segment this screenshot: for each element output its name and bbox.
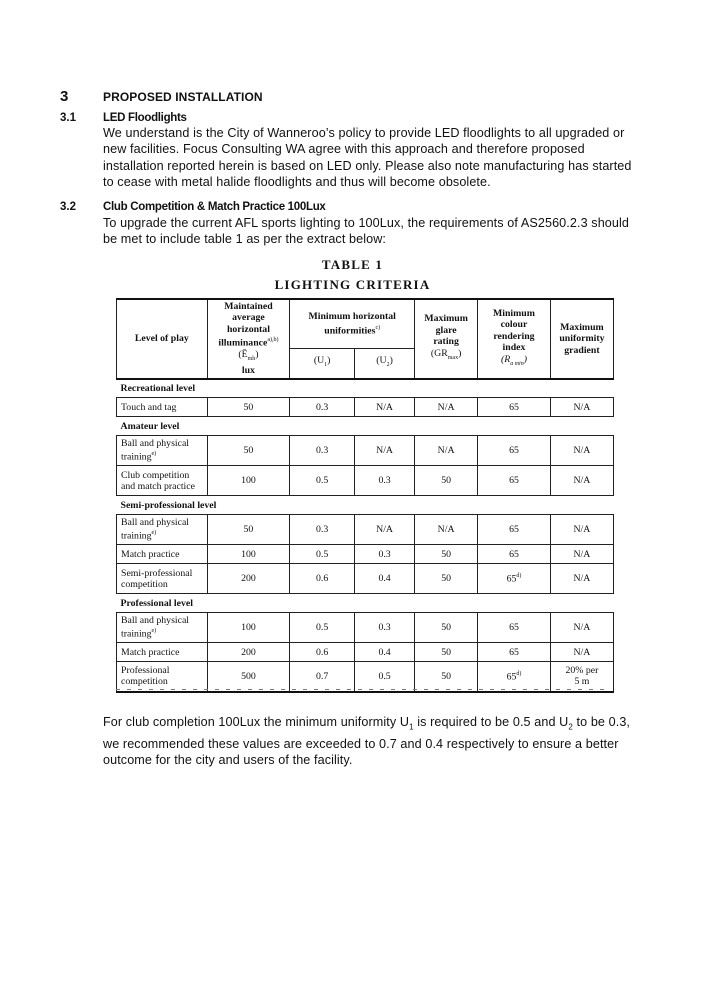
cell-e: 200 xyxy=(207,643,290,662)
paragraph-led-floodlights xyxy=(103,125,632,191)
cell-level: Professional competition xyxy=(117,662,208,692)
paragraph-line: new facilities. Focus Consulting WA agree with this approach and therefore proposed xyxy=(103,142,585,157)
paragraph-line: We understand is the City of Wanneroo’s policy to provide LED floodlights to all upgraded or xyxy=(103,126,625,140)
cell-ra: 65 xyxy=(478,545,551,564)
cell-u2: N/A xyxy=(355,515,415,545)
cell-e: 100 xyxy=(207,545,290,564)
cell-u1: 0.3 xyxy=(290,436,355,466)
header-level-of-play: Level of play xyxy=(117,299,208,379)
header-glare-rating: Maximum glare rating $(GR_{max})$ xyxy=(415,299,478,379)
table-row xyxy=(117,643,614,662)
header-colour-rendering: Minimum colour rendering index $(R_{a min})$ xyxy=(478,299,551,379)
cell-e: 50 xyxy=(207,436,290,466)
table-title: LIGHTING CRITERIA xyxy=(274,277,431,292)
cell-gradient: N/A xyxy=(550,436,613,466)
cell-gr: 50 xyxy=(415,613,478,643)
paragraph-upgrade xyxy=(103,215,629,248)
cell-ra: 65$^{d)}$ xyxy=(478,564,551,594)
lighting-criteria-table xyxy=(116,298,614,693)
cell-gr: N/A xyxy=(415,515,478,545)
paragraph-line: For club completion 100Lux the minimum uniformity $U_1$ is required to be 0.5 and $U_2$ to be 0.3, xyxy=(103,715,631,732)
group-heading: Semi-professional level xyxy=(117,496,614,515)
cell-gradient: N/A xyxy=(550,545,613,564)
cell-gr: 50 xyxy=(415,643,478,662)
cell-e: 100 xyxy=(207,466,290,496)
cell-u2: 0.3 xyxy=(355,545,415,564)
cell-u1: 0.5 xyxy=(290,466,355,496)
subsection-title-led-floodlights: LED Floodlights xyxy=(103,112,187,124)
table-row xyxy=(117,613,614,643)
header-uniformities: Minimum horizontal uniformities$^{c)}$ xyxy=(290,299,415,349)
table-row xyxy=(117,545,614,564)
cell-gradient: N/A xyxy=(550,398,613,417)
table-row xyxy=(117,466,614,496)
subsection-number-3-1: 3.1 xyxy=(60,112,76,124)
subsection-number-3-2: 3.2 xyxy=(60,201,76,213)
cell-e: 500 xyxy=(207,662,290,692)
cell-ra: 65 xyxy=(478,515,551,545)
cell-ra: 65 xyxy=(478,613,551,643)
cell-u2: N/A xyxy=(355,398,415,417)
group-heading: Recreational level xyxy=(117,379,614,398)
cell-level: Ball and physical training$^{e)}$ xyxy=(117,613,208,643)
cell-e: 200 xyxy=(207,564,290,594)
table-caption: TABLE 1 xyxy=(321,257,384,272)
cell-gr: N/A xyxy=(415,398,478,417)
cell-u1: 0.3 xyxy=(290,398,355,417)
section-number: 3 xyxy=(60,88,69,105)
header-illuminance: Maintained average horizontal illuminance$^{a),b)}$ $(Ē_{mh})$ lux xyxy=(207,299,290,379)
subsection-title-club-competition: Club Competition & Match Practice 100Lux xyxy=(103,201,326,213)
cell-level: Match practice xyxy=(117,545,208,564)
cell-level: Touch and tag xyxy=(117,398,208,417)
cell-gradient: N/A xyxy=(550,466,613,496)
cell-level: Ball and physical training$^{e)}$ xyxy=(117,436,208,466)
paragraph-line: installation reported herein is based on LED only. Please also note manufacturing has started xyxy=(103,158,632,173)
paragraph-line: outcome for the city and users of the facility. xyxy=(103,753,353,768)
paragraph-line: To upgrade the current AFL sports lighting to 100Lux, the requirements of AS2560.2.3 should xyxy=(103,216,630,230)
cell-u1: 0.6 xyxy=(290,643,355,662)
cell-gradient: N/A xyxy=(550,515,613,545)
cell-u1: 0.3 xyxy=(290,515,355,545)
header-u2: $(U_2)$ xyxy=(355,349,415,379)
cell-level: Club competition and match practice xyxy=(117,466,208,496)
paragraph-line: be met to include table 1 as per the extract below: xyxy=(103,232,387,247)
section-title: PROPOSED INSTALLATION xyxy=(103,90,263,104)
group-heading: Amateur level xyxy=(117,417,614,436)
cell-u2: N/A xyxy=(355,436,415,466)
header-uniformity-gradient: Maximum uniformity gradient xyxy=(550,299,613,379)
cell-u1: 0.5 xyxy=(290,545,355,564)
cell-gr: 50 xyxy=(415,564,478,594)
cell-e: 50 xyxy=(207,398,290,417)
cell-gr: 50 xyxy=(415,466,478,496)
table-row xyxy=(117,436,614,466)
cell-e: 50 xyxy=(207,515,290,545)
cell-ra: 65 xyxy=(478,466,551,496)
paragraph-line: to cease with metal halide floodlights and thus will become obsolete. xyxy=(103,175,491,190)
paragraph-closing xyxy=(103,714,630,769)
table-row xyxy=(117,515,614,545)
cell-gradient: N/A xyxy=(550,643,613,662)
cell-u2: 0.5 xyxy=(355,662,415,692)
cell-gradient: N/A xyxy=(550,613,613,643)
table-footnote-cut xyxy=(116,689,614,695)
table-row xyxy=(117,398,614,417)
cell-gr: N/A xyxy=(415,436,478,466)
cell-ra: 65$^{d)}$ xyxy=(478,662,551,692)
header-u1: $(U_1)$ xyxy=(290,349,355,379)
cell-gr: 50 xyxy=(415,545,478,564)
cell-u1: 0.5 xyxy=(290,613,355,643)
cell-level: Ball and physical training$^{e)}$ xyxy=(117,515,208,545)
cell-gradient: 20% per 5 m xyxy=(550,662,613,692)
cell-level: Match practice xyxy=(117,643,208,662)
cell-u2: 0.3 xyxy=(355,466,415,496)
table-row xyxy=(117,662,614,692)
table-body xyxy=(117,379,614,692)
paragraph-line: we recommended these values are exceeded to 0.7 and 0.4 respectively to ensure a better xyxy=(103,736,619,751)
cell-u1: 0.7 xyxy=(290,662,355,692)
cell-gradient: N/A xyxy=(550,564,613,594)
cell-u2: 0.4 xyxy=(355,643,415,662)
cell-e: 100 xyxy=(207,613,290,643)
cell-u2: 0.3 xyxy=(355,613,415,643)
table-row xyxy=(117,564,614,594)
cell-ra: 65 xyxy=(478,436,551,466)
cell-level: Semi-professional competition xyxy=(117,564,208,594)
cell-u1: 0.6 xyxy=(290,564,355,594)
cell-ra: 65 xyxy=(478,643,551,662)
cell-u2: 0.4 xyxy=(355,564,415,594)
group-heading: Professional level xyxy=(117,594,614,613)
cell-ra: 65 xyxy=(478,398,551,417)
cell-gr: 50 xyxy=(415,662,478,692)
